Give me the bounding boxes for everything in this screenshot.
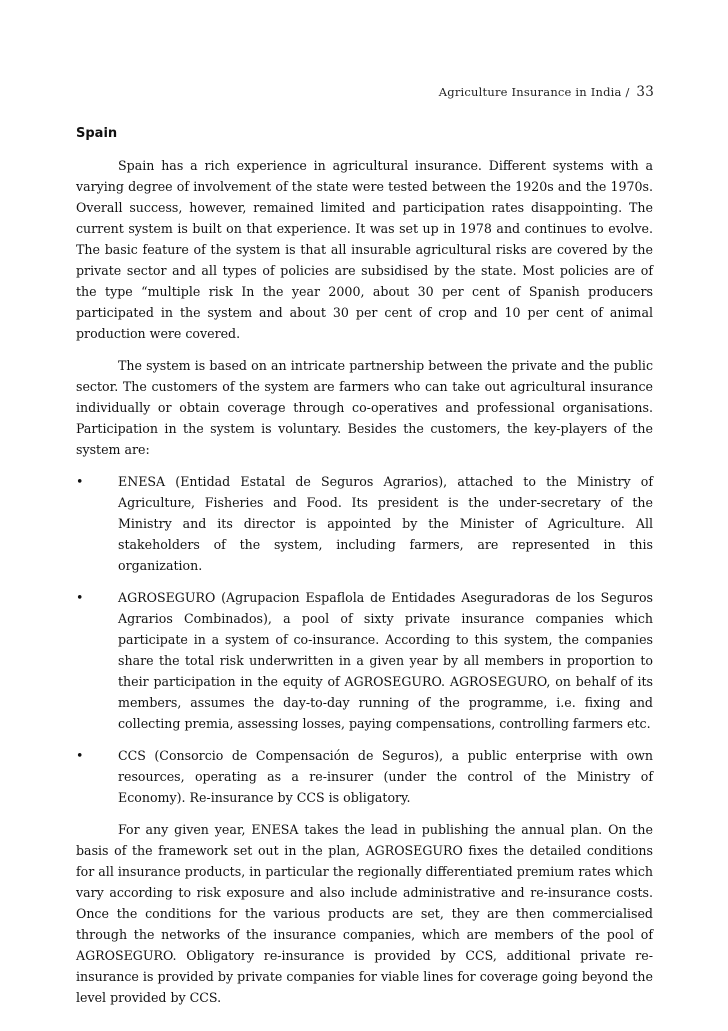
list-item-text: AGROSEGURO (Agrupacion Espaflola de Entidades Aseguradoras de los Seguros Agrarios Combinados), a pool of sixty private insurance companies which participate in a system of co-insurance. According to this system, the companies share the total risk underwritten in a given year by all members in proportion to their participation in the equity of AGROSEGURO. AGROSEGURO, on behalf of its members, assumes the day-to-day running of the programme, i.e. fixing and collecting premia, assessing losses, paying compensations, controlling farmers etc. [118,590,653,731]
list-item-text: CCS (Consorcio de Compensación de Seguros), a public enterprise with own resources, operating as a re-insurer (under the control of the Ministry of Economy). Re-insurance by CCS is obligatory. [118,748,653,805]
bullet-marker: • [76,590,84,605]
list-item-ccs [76,745,653,808]
paragraph-partnership: The system is based on an intricate partnership between the private and the public sector. The customers of the system are farmers who can take out agricultural insurance individually or obtain coverage through co-operatives and professional organisations. Participation in the system is voluntary. Besides the customers, the key-players of the system are: [76,358,653,457]
page-body [76,123,653,1019]
running-header [439,84,654,100]
list-item-enesa [76,471,653,576]
key-players-list [76,471,653,808]
bullet-marker: • [76,474,84,489]
header-separator: / [625,85,630,99]
paragraph-annual-plan: For any given year, ENESA takes the lead in publishing the annual plan. On the basis of the framework set out in the plan, AGROSEGURO fixes the detailed conditions for all insurance products, in particular the regionally differentiated premium rates which vary according to risk exposure and also include administrative and re-insurance costs. Once the conditions for the various products are set, they are then commercialised through the networks of the insurance companies, which are members of the pool of AGROSEGURO. Obligatory re-insurance is provided by CCS, additional private re-insurance is provided by private companies for viable lines for coverage going beyond the level provided by CCS. [76,822,653,1005]
paragraph-intro: Spain has a rich experience in agricultural insurance. Different systems with a varying degree of involvement of the state were tested between the 1920s and the 1970s. Overall success, however, remained limited and participation rates disappointing. The current system is built on that experience. It was set up in 1978 and continues to evolve. The basic feature of the system is that all insurable agricultural risks are covered by the private sector and all types of policies are subsidised by the state. Most policies are of the type “multiple risk In the year 2000, about 30 per cent of Spanish producers participated in the system and about 30 per cent of crop and 10 per cent of animal production were covered. [76,158,653,341]
list-item-text: ENESA (Entidad Estatal de Seguros Agrarios), attached to the Ministry of Agriculture, Fisheries and Food. Its president is the under-secretary of the Ministry and its director is appointed by the Minister of Agriculture. All stakeholders of the system, including farmers, are represented in this organization. [118,474,653,573]
list-item-agroseguro [76,587,653,734]
section-heading: Spain [76,126,118,141]
bullet-marker: • [76,748,84,763]
header-title: Agriculture Insurance in India [438,85,622,99]
page-number: 33 [636,84,654,100]
